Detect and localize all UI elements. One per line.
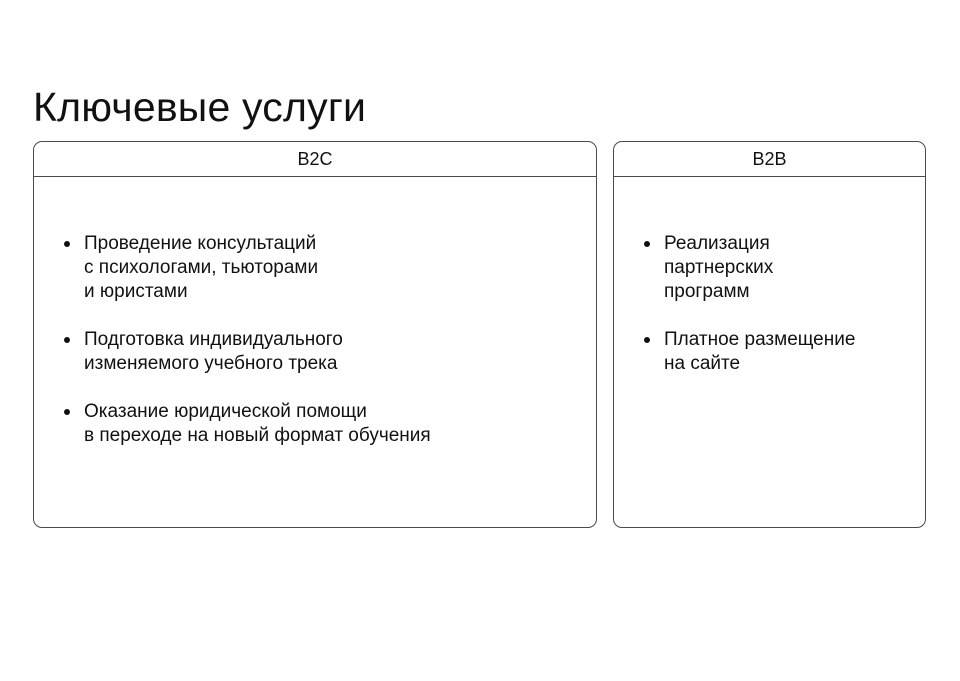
list-item-line: Проведение консультаций <box>84 233 317 254</box>
list-item-line: Реализация <box>664 233 770 254</box>
list-item <box>64 400 586 448</box>
list-item-line: Подготовка индивидуального <box>84 329 343 350</box>
list-item-line: Платное размещение <box>664 329 856 350</box>
list-item-line: с психологами, тьюторами <box>84 257 319 278</box>
b2b-card <box>613 141 926 528</box>
list-item <box>64 328 586 376</box>
page-title: Ключевые услуги <box>33 84 367 130</box>
list-item-line: и юристами <box>84 281 188 302</box>
b2c-card <box>33 141 597 528</box>
b2c-service-list <box>64 232 586 472</box>
list-item-line: программ <box>664 281 750 302</box>
list-item <box>644 232 915 304</box>
list-item <box>644 328 915 376</box>
list-item-line: Оказание юридической помощи <box>84 401 367 422</box>
b2b-card-header: B2B <box>614 142 925 177</box>
list-item-line: на сайте <box>664 353 741 374</box>
b2c-card-header: B2C <box>34 142 596 177</box>
list-item-line: в переходе на новый формат обучения <box>84 425 431 446</box>
b2b-service-list <box>644 232 915 400</box>
list-item-line: партнерских <box>664 257 774 278</box>
list-item-line: изменяемого учебного трека <box>84 353 338 374</box>
list-item <box>64 232 586 304</box>
